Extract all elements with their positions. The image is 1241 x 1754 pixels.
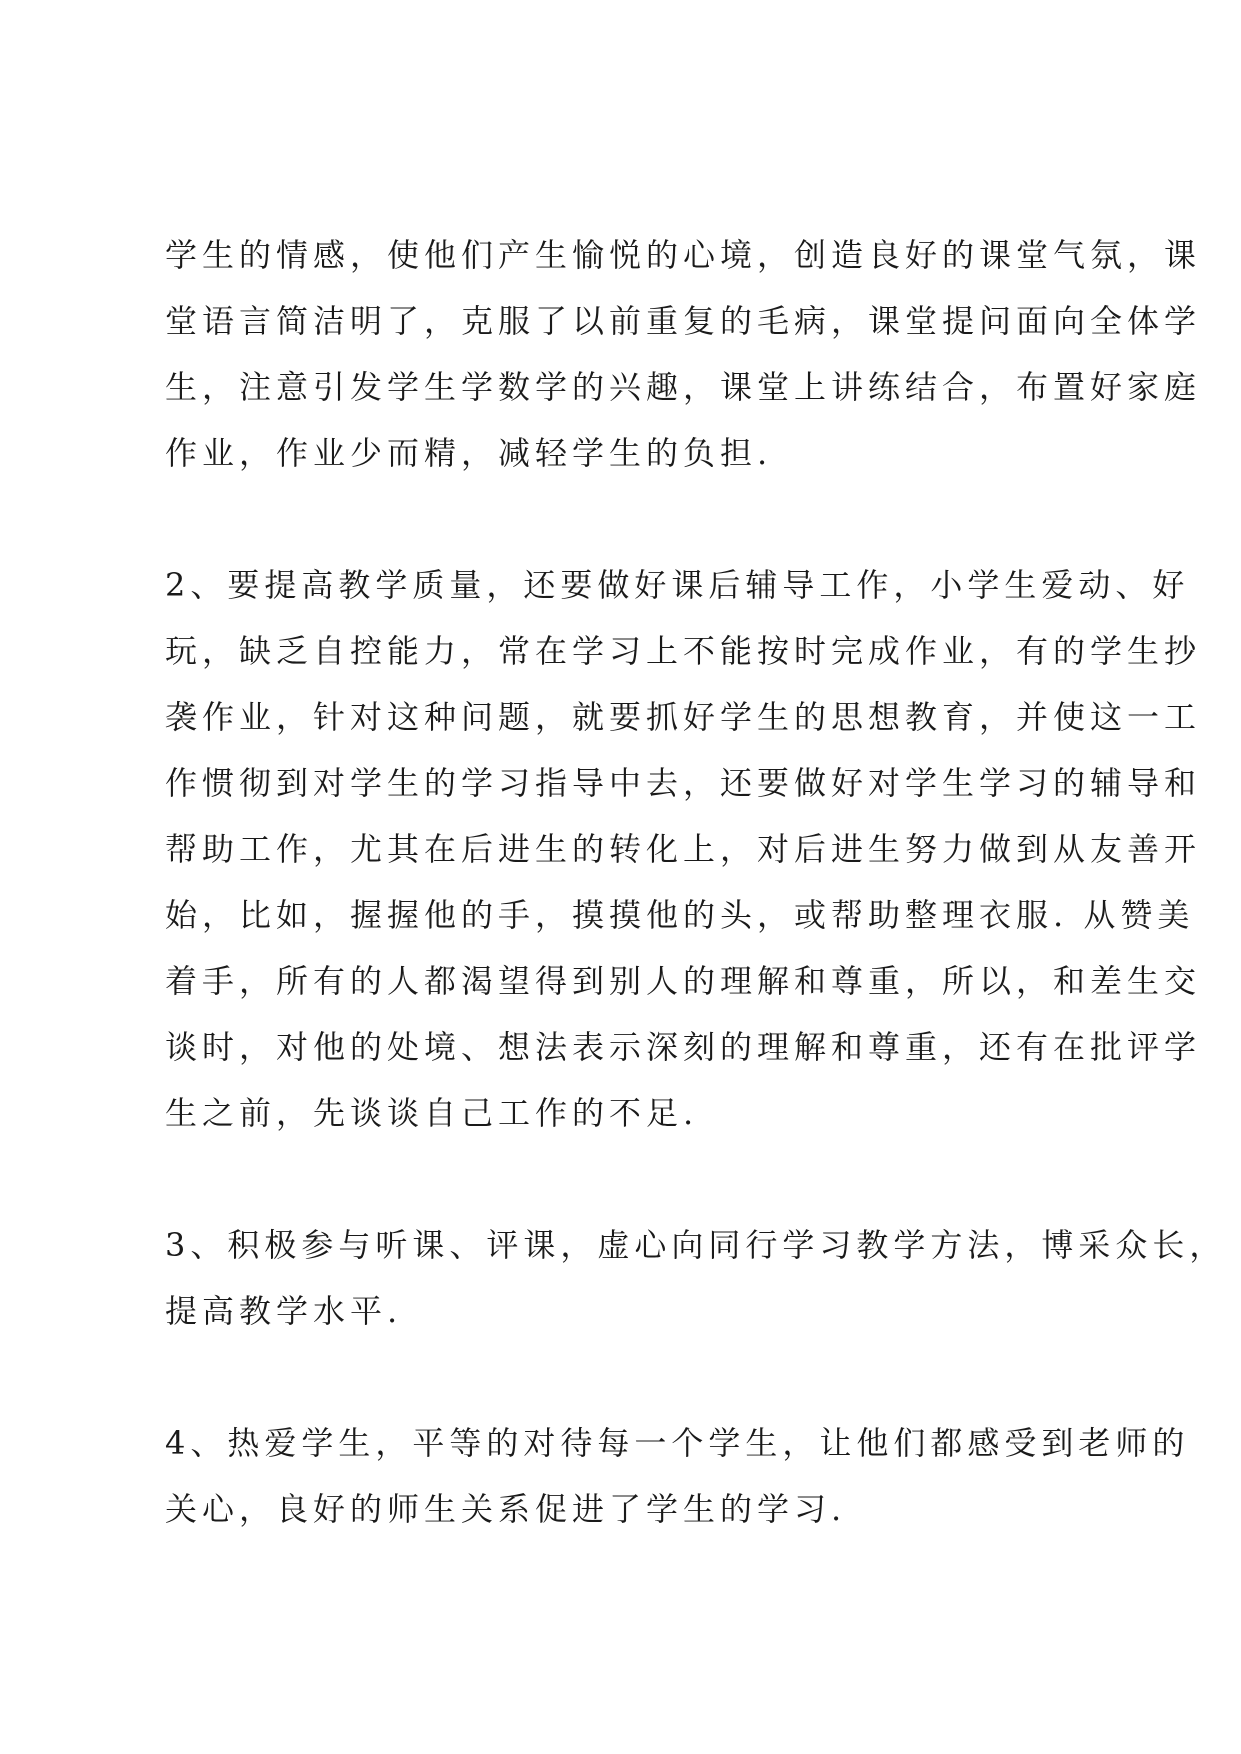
paragraph-1 — [165, 222, 1202, 486]
paragraph-spacer — [165, 1344, 1105, 1410]
text-line: 关心，良好的师生关系促进了学生的学习. — [165, 1490, 847, 1528]
text-line: 学生的情感，使他们产生愉悦的心境，创造良好的课堂气氛，课 — [165, 236, 1202, 274]
text-line: 2、要提高教学质量，还要做好课后辅导工作，小学生爱动、好 — [165, 566, 1190, 604]
document-body — [165, 222, 1227, 1542]
text-line: 作惯彻到对学生的学习指导中去，还要做好对学生学习的辅导和 — [165, 764, 1202, 802]
text-line: 谈时，对他的处境、想法表示深刻的理解和尊重，还有在批评学 — [165, 1028, 1202, 1066]
text-line: 始，比如，握握他的手，摸摸他的头，或帮助整理衣服. 从赞美 — [165, 896, 1195, 934]
text-line: 生，注意引发学生学数学的兴趣，课堂上讲练结合，布置好家庭 — [165, 368, 1202, 406]
paragraph-3 — [165, 1212, 1227, 1344]
paragraph-spacer — [165, 1146, 1105, 1212]
text-line: 提高教学水平. — [165, 1292, 403, 1330]
text-line: 着手，所有的人都渴望得到别人的理解和尊重，所以，和差生交 — [165, 962, 1202, 1000]
text-line: 3、积极参与听课、评课，虚心向同行学习教学方法，博采众长， — [165, 1226, 1227, 1264]
paragraph-2 — [165, 552, 1202, 1146]
text-line: 帮助工作，尤其在后进生的转化上，对后进生努力做到从友善开 — [165, 830, 1202, 868]
text-line: 玩，缺乏自控能力，常在学习上不能按时完成作业，有的学生抄 — [165, 632, 1202, 670]
text-line: 作业，作业少而精，减轻学生的负担. — [165, 434, 773, 472]
text-line: 4、热爱学生，平等的对待每一个学生，让他们都感受到老师的 — [165, 1424, 1190, 1462]
text-line: 生之前，先谈谈自己工作的不足. — [165, 1094, 699, 1132]
text-line: 堂语言简洁明了，克服了以前重复的毛病，课堂提问面向全体学 — [165, 302, 1202, 340]
paragraph-spacer — [165, 486, 1105, 552]
paragraph-4 — [165, 1410, 1190, 1542]
text-line: 袭作业，针对这种问题，就要抓好学生的思想教育，并使这一工 — [165, 698, 1202, 736]
